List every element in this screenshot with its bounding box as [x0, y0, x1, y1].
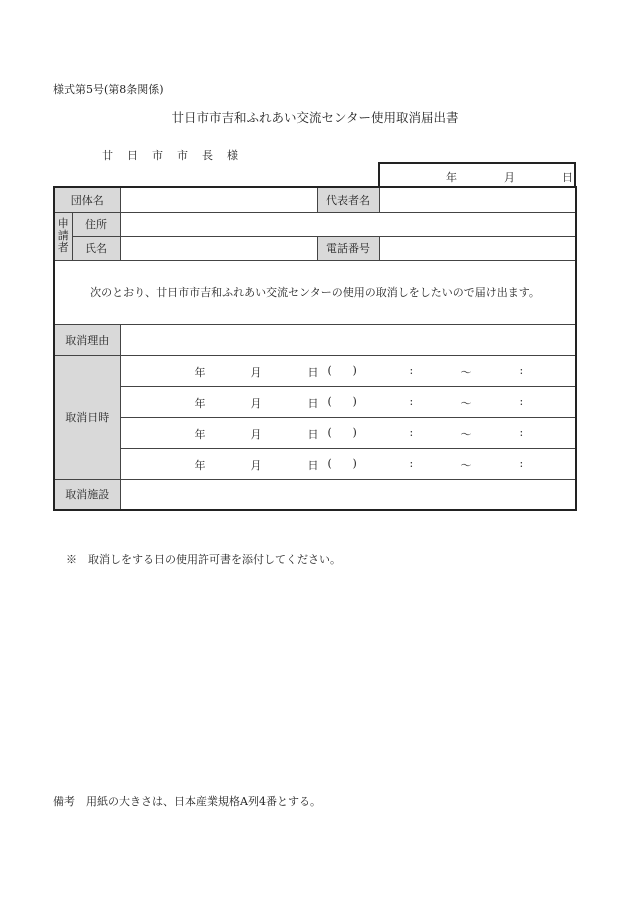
- representative-field[interactable]: [379, 187, 576, 212]
- dt-year: 年: [194, 396, 206, 410]
- paper-size-remark: 備考 用紙の大きさは、日本産業規格A列4番とする。: [53, 795, 321, 808]
- datetime-row[interactable]: [120, 448, 576, 479]
- statement-text: 次のとおり、廿日市市吉和ふれあい交流センターの使用の取消しをしたいので届け出ます。: [54, 260, 576, 324]
- address-label: 住所: [72, 212, 120, 236]
- date-day-label: 日: [562, 171, 573, 184]
- submission-date-box[interactable]: [378, 162, 576, 187]
- datetime-label: 取消日時: [54, 355, 120, 479]
- addressee-char: 日: [127, 149, 138, 162]
- dt-paren-close: ): [352, 363, 357, 377]
- datetime-row[interactable]: [120, 417, 576, 448]
- addressee-char: 長: [202, 149, 213, 162]
- addressee-char: 市: [177, 149, 188, 162]
- applicant-char: 者: [57, 241, 69, 254]
- dt-paren-open: (: [327, 425, 332, 439]
- facility-field[interactable]: [120, 479, 576, 510]
- dt-paren-close: ): [352, 456, 357, 470]
- reason-field[interactable]: [120, 324, 576, 355]
- dt-day: 日: [307, 458, 319, 472]
- document-title: 廿日市市吉和ふれあい交流センター使用取消届出書: [171, 110, 459, 125]
- datetime-row[interactable]: [120, 386, 576, 417]
- dt-start-colon: :: [409, 363, 414, 377]
- dt-end-colon: :: [519, 394, 524, 408]
- group-name-label: 団体名: [54, 187, 120, 212]
- reason-label: 取消理由: [54, 324, 120, 355]
- dt-month: 月: [250, 427, 262, 441]
- dt-start-colon: :: [409, 394, 414, 408]
- group-name-field[interactable]: [120, 187, 317, 212]
- dt-year: 年: [194, 365, 206, 379]
- dt-year: 年: [194, 458, 206, 472]
- name-label: 氏名: [72, 236, 120, 260]
- addressee-char: 様: [227, 149, 238, 162]
- dt-day: 日: [307, 427, 319, 441]
- facility-label: 取消施設: [54, 479, 120, 510]
- dt-day: 日: [307, 396, 319, 410]
- dt-paren-open: (: [327, 363, 332, 377]
- form-number: 様式第5号(第8条関係): [53, 83, 164, 96]
- date-year-label: 年: [446, 171, 457, 184]
- phone-label: 電話番号: [317, 236, 379, 260]
- addressee-char: 廿: [102, 149, 113, 162]
- dt-paren-open: (: [327, 456, 332, 470]
- applicant-label: [54, 212, 72, 260]
- datetime-row[interactable]: [120, 355, 576, 386]
- dt-start-colon: :: [409, 456, 414, 470]
- dt-day: 日: [307, 365, 319, 379]
- applicant-char: 請: [57, 229, 69, 242]
- date-month-label: 月: [504, 171, 515, 184]
- applicant-char: 申: [57, 217, 69, 230]
- attachment-note: ※ 取消しをする日の使用許可書を添付してください。: [66, 553, 341, 566]
- address-field[interactable]: [120, 212, 576, 236]
- dt-tilde: 〜: [460, 396, 472, 410]
- dt-tilde: 〜: [460, 427, 472, 441]
- dt-start-colon: :: [409, 425, 414, 439]
- name-field[interactable]: [120, 236, 317, 260]
- dt-month: 月: [250, 365, 262, 379]
- phone-field[interactable]: [379, 236, 576, 260]
- dt-paren-close: ): [352, 394, 357, 408]
- representative-label: 代表者名: [317, 187, 379, 212]
- addressee-char: 市: [152, 149, 163, 162]
- application-table: [53, 186, 577, 511]
- dt-month: 月: [250, 396, 262, 410]
- dt-paren-close: ): [352, 425, 357, 439]
- dt-tilde: 〜: [460, 365, 472, 379]
- addressee: [102, 147, 252, 163]
- dt-paren-open: (: [327, 394, 332, 408]
- dt-month: 月: [250, 458, 262, 472]
- dt-year: 年: [194, 427, 206, 441]
- dt-end-colon: :: [519, 456, 524, 470]
- dt-end-colon: :: [519, 425, 524, 439]
- dt-end-colon: :: [519, 363, 524, 377]
- dt-tilde: 〜: [460, 458, 472, 472]
